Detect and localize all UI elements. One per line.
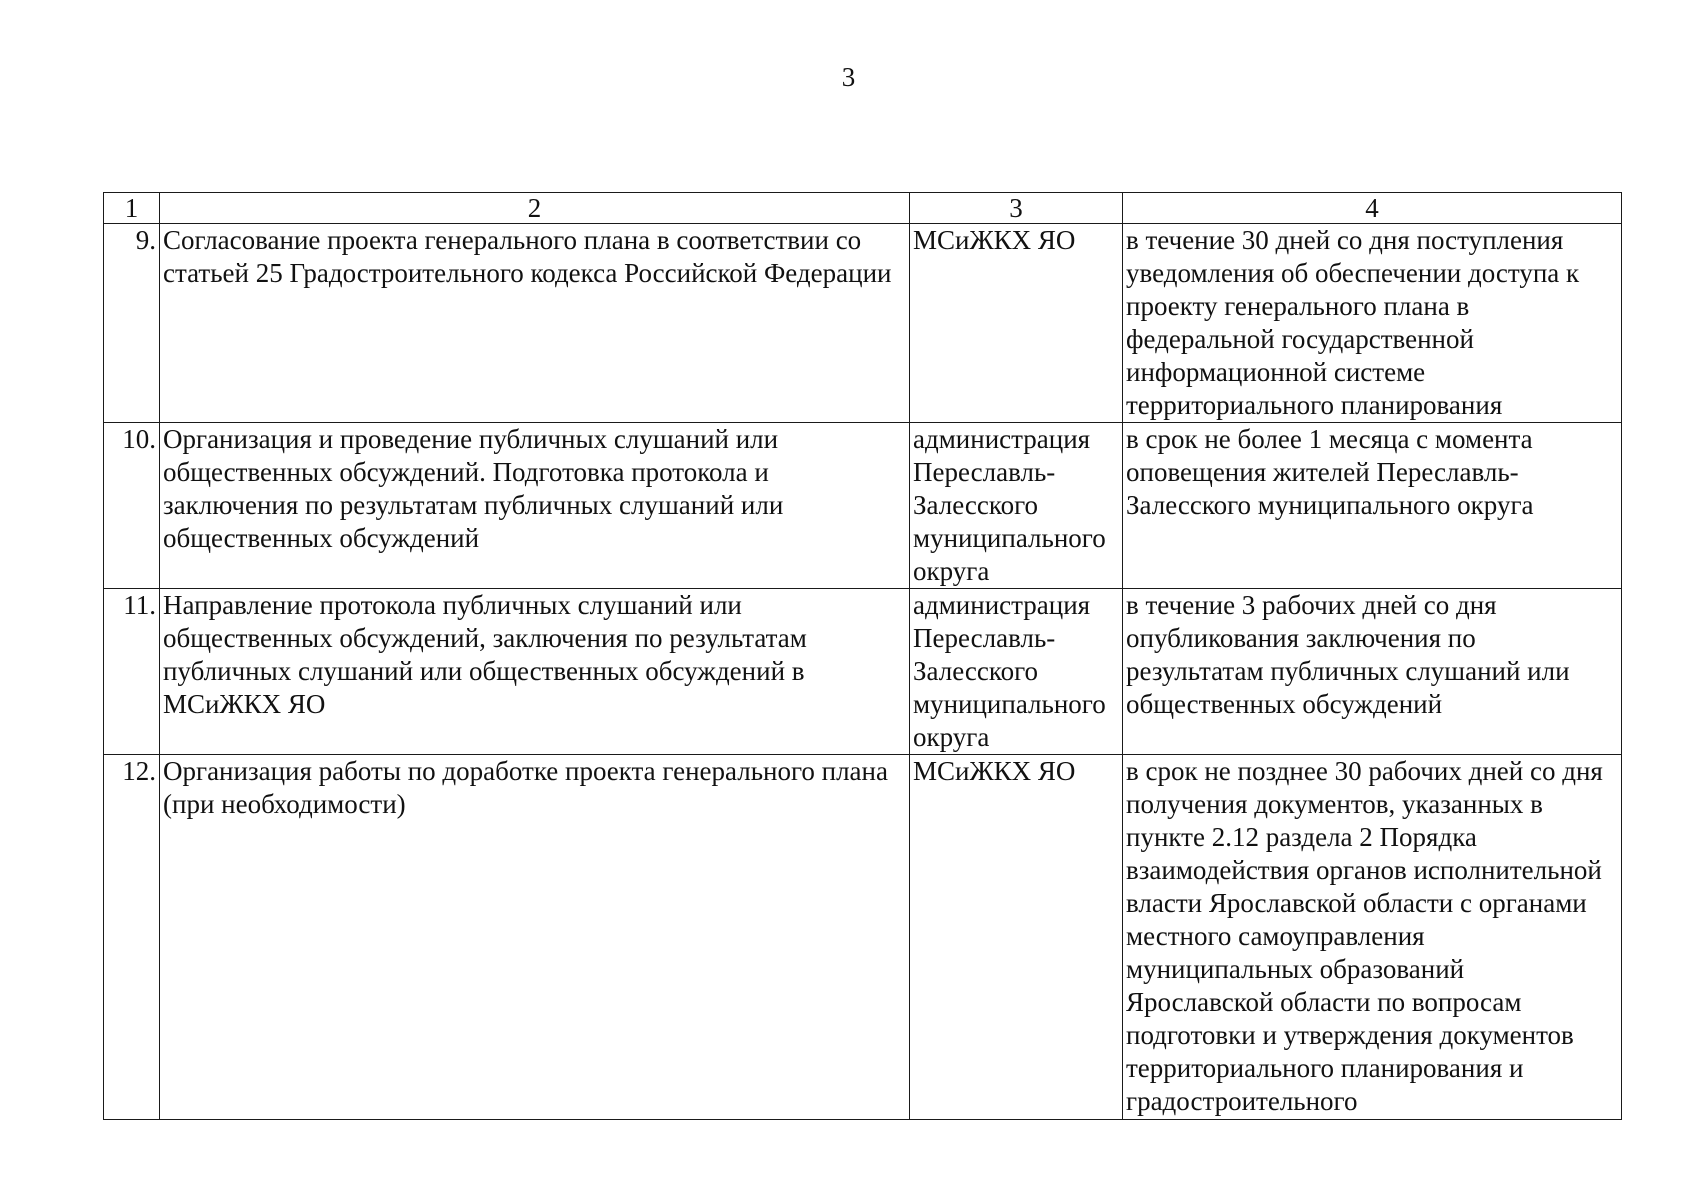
row-responsible: администрация Переславль-Залесского муниципального округа (910, 589, 1123, 755)
row-responsible: МСиЖКХ ЯО (910, 755, 1123, 1120)
row-term: в течение 30 дней со дня поступления уведомления об обеспечении доступа к проекту генерального плана в федеральной государственной информационной системе территориального планирования (1123, 224, 1622, 423)
row-responsible: МСиЖКХ ЯО (910, 224, 1123, 423)
row-action: Организация работы по доработке проекта генерального плана (при необходимости) (160, 755, 910, 1120)
row-number: 10. (104, 423, 160, 589)
header-cell-action: 2 (160, 193, 910, 224)
row-action: Согласование проекта генерального плана в соответствии со статьей 25 Градостроительного кодекса Российской Федерации (160, 224, 910, 423)
page-number: 3 (841, 62, 856, 92)
row-action: Направление протокола публичных слушаний или общественных обсуждений, заключения по результатам публичных слушаний или общественных обсуждений в МСиЖКХ ЯО (160, 589, 910, 755)
table-row (104, 423, 1622, 589)
header-cell-number: 1 (104, 193, 160, 224)
plan-table (103, 192, 1622, 1120)
row-term: в течение 3 рабочих дней со дня опубликования заключения по результатам публичных слушаний или общественных обсуждений (1123, 589, 1622, 755)
table-row (104, 589, 1622, 755)
header-row (104, 193, 1622, 224)
row-number: 9. (104, 224, 160, 423)
row-term: в срок не позднее 30 рабочих дней со дня получения документов, указанных в пункте 2.12 раздела 2 Порядка взаимодействия органов исполнительной власти Ярославской области с органами местного самоуправления муниципальных образований Ярославской области по вопросам подготовки и утверждения документов территориального планирования и градостроительного (1123, 755, 1622, 1120)
header-cell-responsible: 3 (910, 193, 1123, 224)
table-row (104, 224, 1622, 423)
table-row (104, 755, 1622, 1120)
header-cell-term: 4 (1123, 193, 1622, 224)
row-number: 11. (104, 589, 160, 755)
row-responsible: администрация Переславль-Залесского муниципального округа (910, 423, 1123, 589)
row-number: 12. (104, 755, 160, 1120)
row-term: в срок не более 1 месяца с момента оповещения жителей Переславль-Залесского муниципального округа (1123, 423, 1622, 589)
row-action: Организация и проведение публичных слушаний или общественных обсуждений. Подготовка протокола и заключения по результатам публичных слушаний или общественных обсуждений (160, 423, 910, 589)
